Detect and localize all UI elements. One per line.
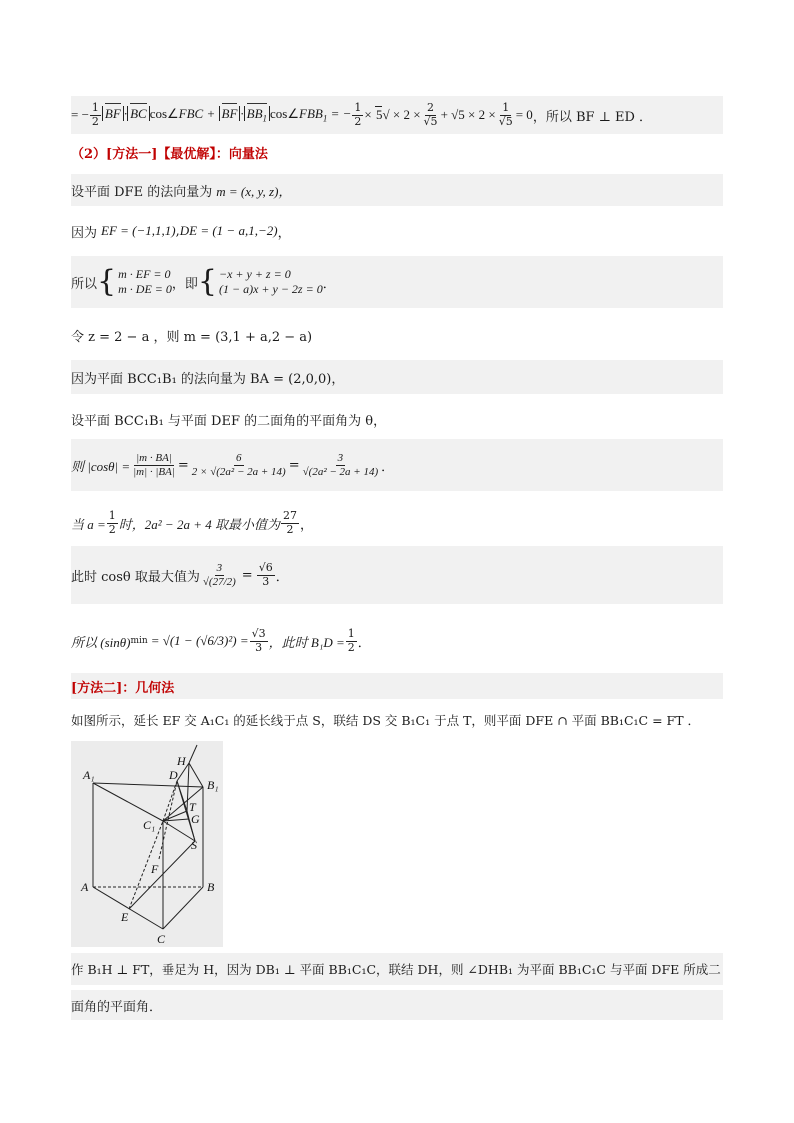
- line-system: [71, 256, 723, 308]
- label-S: S: [191, 838, 197, 852]
- vector-de: DE = (1 − a,1,−2): [179, 223, 278, 238]
- fraction-half: $\frac{1}{2}$: [347, 627, 355, 654]
- line-theta-def: [71, 402, 723, 436]
- formula-fragment: BF · BC cos∠FBC + BF · $BB_1$ $\cos\angle FBB_1$ = −: [102, 106, 351, 124]
- label-F: F: [151, 862, 159, 876]
- sentence-text: 因为: [71, 225, 98, 241]
- label-E: E: [121, 910, 129, 924]
- sentence-text: 作 B₁H ⊥ FT，垂足为 H，因为 DB₁ ⊥ 平面 BB₁C₁C，联结 DH，则 ∠DHB₁ 为平面 BB₁C₁C 与平面 DFE 所成二: [71, 962, 721, 977]
- sentence-text: 面角的平面角．: [71, 999, 163, 1015]
- fraction-27-2: $\frac{27}{2}$: [282, 509, 297, 536]
- formula-fragment: × 5√ × 2 ×: [364, 107, 421, 122]
- sentence-text: 如图所示，延长 EF 交 A₁C₁ 的延长线于点 S，联结 DS 交 B₁C₁ 于点 T，则平面 DFE ∩ 平面 BB₁C₁C = FT ．: [71, 713, 701, 728]
- method-two-heading: [方法二]：几何法: [71, 680, 175, 696]
- sentence-text: ．: [275, 569, 289, 585]
- fraction-root3-3: $\frac{√3}{3}$: [251, 627, 266, 654]
- equation-system-right: { −x + y + z = 0 (1 − a)x + y − 2z = 0: [197, 264, 323, 299]
- sentence-text: ，: [277, 225, 291, 241]
- label-B: B: [207, 880, 215, 894]
- line-min-sin: [71, 611, 723, 671]
- formula-fragment: = −: [71, 107, 89, 122]
- subscript-min: min: [130, 636, 148, 646]
- line-normal-vector: [71, 174, 723, 206]
- sentence-text: ．: [357, 635, 371, 651]
- sentence-text: 因为平面 BCC₁B₁ 的法向量为 BA = (2,0,0)，: [71, 371, 345, 387]
- formula-fragment: + √5 × 2 ×: [440, 107, 496, 122]
- prism-diagram: [71, 741, 223, 947]
- line-plane-bcc1b1: [71, 360, 723, 394]
- line-max-cos: 此时 cosθ 取最大值为 $\frac{3}{√(27/2)}$ = $\frac{√6}{3}$ ．: [71, 546, 723, 604]
- label-C1: C₁: [143, 818, 156, 832]
- sentence-text: 所以: [71, 276, 98, 292]
- sentence-text: ．: [322, 276, 336, 292]
- fraction-six: $\frac{6}{\text{2 × √(2a² − 2a + 14)}}$: [191, 452, 286, 478]
- label-B1: B₁: [207, 778, 219, 792]
- fraction-half: $\frac{1}{2}$: [108, 509, 116, 536]
- formula-fragment: = 0: [515, 107, 533, 122]
- label-T: T: [189, 800, 196, 814]
- formula-text: 则 |cosθ| =: [71, 458, 131, 474]
- line-dihedral-2: [71, 990, 723, 1020]
- method-one-heading: （2）[方法一]【最优解】：向量法: [71, 146, 268, 162]
- line-bf-ed-computation: [71, 96, 723, 134]
- sentence-text: 设平面 DFE 的法向量为: [71, 184, 213, 200]
- equation-line: m · DE = 0: [118, 282, 172, 296]
- vector-ef: EF = (−1,1,1): [101, 223, 176, 238]
- label-C: C: [157, 932, 166, 946]
- equation-system-left: { m · EF = 0 m · DE = 0: [97, 264, 172, 299]
- sentence-text: ，即: [171, 276, 198, 292]
- label-A: A: [81, 880, 89, 894]
- fraction-cos: $\frac{|m \cdot BA|}{|m| \cdot |BA|}$: [133, 452, 175, 478]
- formula-text: = √(1 − (√6/3)²) =: [150, 633, 249, 648]
- sentence-text: ．: [381, 459, 395, 475]
- label-A1: A₁: [83, 768, 95, 782]
- fraction-three: $\frac{3}{\text{√(2a² − 2a + 14)}}$: [302, 452, 379, 478]
- sentence-text: 时，2a² − 2a + 4 取最小值为: [118, 516, 280, 532]
- line-geometry-intro: [71, 704, 723, 736]
- method-one-heading-row: [71, 140, 723, 164]
- sentence-text: 令 z = 2 − a ，则 m = (3,1 + a,2 − a): [71, 329, 313, 345]
- fraction-one-over-root5: $\frac{1}{√5}$: [498, 101, 513, 128]
- label-D: D: [169, 768, 178, 782]
- line-vectors-ef-de: 因为 EF = (−1,1,1) , DE = (1 − a,1,−2) ，: [71, 223, 291, 241]
- prism-figure: [71, 741, 223, 947]
- sentence-text: ，此时 B₁D =: [268, 634, 345, 650]
- fraction-half: $\frac{1}{2}$: [91, 101, 99, 128]
- equation-line: m · EF = 0: [118, 267, 171, 281]
- sentence-text: ，: [299, 517, 313, 533]
- label-G: G: [191, 812, 200, 826]
- fraction-two-over-root5: $\frac{2}{√5}$: [423, 101, 438, 128]
- line-let-z: [71, 318, 723, 352]
- line-dihedral-1: [71, 953, 723, 985]
- fraction-half: $\frac{1}{2}$: [354, 101, 362, 128]
- fraction-root6-3: $\frac{√6}{3}$: [258, 561, 273, 588]
- sentence-text: 此时 cosθ 取最大值为: [71, 569, 200, 585]
- method-two-heading-row: [71, 673, 723, 699]
- conclusion-text: ，所以 BF ⊥ ED ．: [532, 109, 653, 125]
- equation-line: (1 − a)x + y − 2z = 0: [218, 282, 323, 296]
- label-H: H: [177, 754, 186, 768]
- equation-line: −x + y + z = 0: [218, 267, 291, 281]
- formula-text: m = (x, y, z)，: [216, 183, 292, 199]
- formula-text: 当 a =: [71, 516, 106, 532]
- formula-text: 所以 (sinθ): [71, 634, 131, 650]
- line-min-value: [71, 501, 723, 545]
- line-cos-theta: 则 |cosθ| = $\frac{|m \cdot BA|}{|m| \cdot |BA|}$ = $\frac{6}{\text{2 × √(2a² − 2a + 14)}}$ = $\frac{3}{\text{√(2a² − 2a + 14)}}$ ．: [71, 439, 723, 491]
- fraction-3-root: $\frac{3}{√(27/2)}$: [202, 562, 236, 588]
- sentence-text: 设平面 BCC₁B₁ 与平面 DEF 的二面角的平面角为 θ，: [71, 413, 387, 429]
